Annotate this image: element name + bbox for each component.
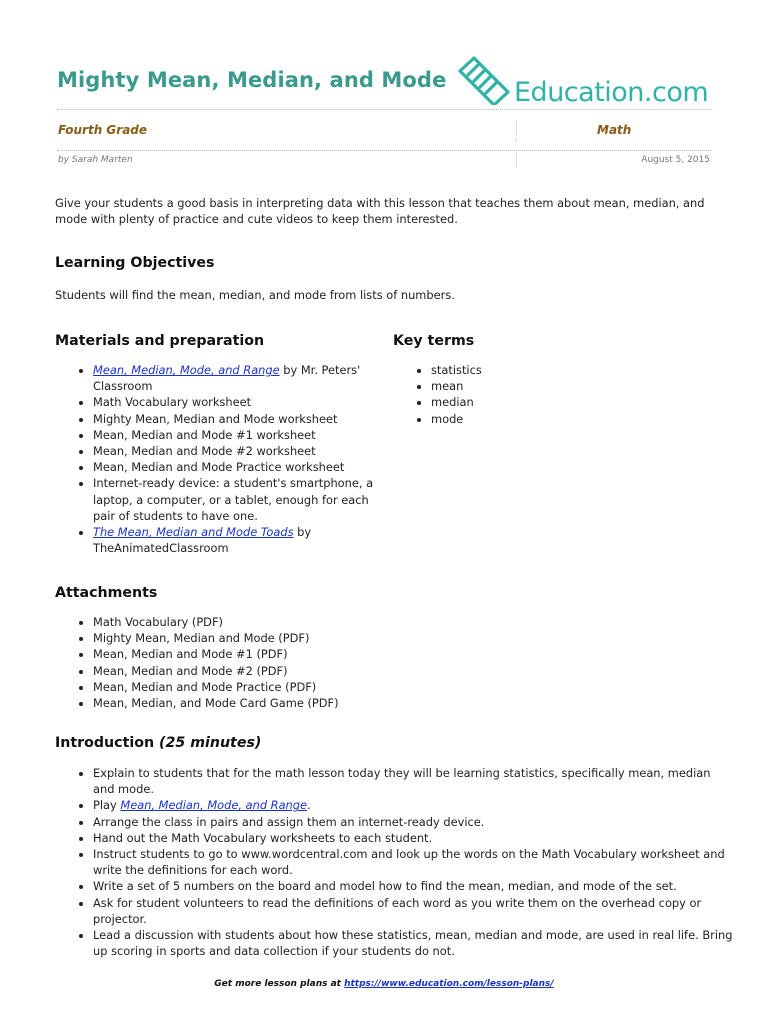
attachments-heading: Attachments bbox=[55, 585, 158, 601]
attachments-list bbox=[55, 614, 593, 711]
materials-list bbox=[55, 362, 375, 556]
list-item: • Hand out the Math Vocabulary worksheets to each student. bbox=[93, 830, 733, 846]
header-divider bbox=[57, 109, 711, 110]
list-item: • Math Vocabulary worksheet bbox=[93, 394, 375, 410]
author-label: by Sarah Marten bbox=[58, 155, 133, 165]
list-item: • mean bbox=[431, 378, 631, 394]
column-divider bbox=[516, 120, 517, 142]
list-item: • Lead a discussion with students about how these statistics, mean, median and mode, are used in real life. Bring up scoring in sports and data collection if your students do not. bbox=[93, 927, 733, 959]
page-title: Mighty Mean, Median, and Mode bbox=[57, 68, 447, 92]
introduction-heading: Introduction (25 minutes) bbox=[55, 735, 262, 751]
attachment-item[interactable]: • Mean, Median and Mode #1 (PDF) bbox=[93, 646, 593, 662]
list-item: • Arrange the class in pairs and assign them an internet-ready device. bbox=[93, 814, 733, 830]
list-item: • statistics bbox=[431, 362, 631, 378]
attachment-item[interactable]: • Mean, Median and Mode Practice (PDF) bbox=[93, 679, 593, 695]
education-logo[interactable] bbox=[456, 55, 716, 115]
subject-label: Math bbox=[597, 123, 632, 137]
attachment-item[interactable]: • Mean, Median, and Mode Card Game (PDF) bbox=[93, 695, 593, 711]
materials-link-mean-median-mode-toads[interactable]: The Mean, Median and Mode Toads bbox=[93, 525, 294, 540]
attachment-item[interactable]: • Mighty Mean, Median and Mode (PDF) bbox=[93, 630, 593, 646]
list-item: • Internet-ready device: a student's smartphone, a laptop, a computer, or a tablet, enough for each pair of students to have one. bbox=[93, 475, 375, 524]
attachment-item[interactable]: • Mean, Median and Mode #2 (PDF) bbox=[93, 663, 593, 679]
list-item: • Ask for student volunteers to read the definitions of each word as you write them on the overhead copy or projector. bbox=[93, 895, 733, 927]
key-terms-list bbox=[393, 362, 631, 427]
pencil-logo-icon bbox=[456, 55, 512, 105]
introduction-list bbox=[55, 765, 733, 959]
attachment-item[interactable]: • Math Vocabulary (PDF) bbox=[93, 614, 593, 630]
footer-text: Get more lesson plans at bbox=[214, 979, 345, 989]
footer bbox=[0, 979, 768, 989]
list-item: • Mean, Median and Mode Practice worksheet bbox=[93, 459, 375, 475]
meta-divider bbox=[57, 150, 711, 151]
list-item: • Write a set of 5 numbers on the board and model how to find the mean, median, and mode of the set. bbox=[93, 878, 733, 894]
intro-paragraph: Give your students a good basis in interpreting data with this lesson that teaches them about mean, median, and mode with plenty of practice and cute videos to keep them interested. bbox=[55, 196, 705, 227]
list-item: • Instruct students to go to www.wordcentral.com and look up the words on the Math Vocabulary worksheet and write the definitions for each word. bbox=[93, 846, 733, 878]
date-label: August 5, 2015 bbox=[641, 155, 710, 165]
key-terms-heading: Key terms bbox=[393, 333, 475, 349]
list-item: • Mean, Median, Mode, and Range by Mr. Peters' Classroom bbox=[93, 362, 375, 394]
footer-lesson-plans-link[interactable]: https://www.education.com/lesson-plans/ bbox=[344, 979, 554, 989]
materials-heading: Materials and preparation bbox=[55, 333, 265, 349]
learning-objectives-text: Students will find the mean, median, and mode from lists of numbers. bbox=[55, 288, 455, 302]
list-item: • Mean, Median and Mode #1 worksheet bbox=[93, 427, 375, 443]
introduction-play-link[interactable]: Mean, Median, Mode, and Range bbox=[120, 798, 308, 813]
list-item: • mode bbox=[431, 411, 631, 427]
list-item: • Play Mean, Median, Mode, and Range. bbox=[93, 797, 733, 813]
logo-text: Education.com bbox=[514, 77, 709, 108]
list-item: • median bbox=[431, 394, 631, 410]
list-item: • Mean, Median and Mode #2 worksheet bbox=[93, 443, 375, 459]
learning-objectives-heading: Learning Objectives bbox=[55, 255, 215, 271]
materials-link-mean-median-mode-range[interactable]: Mean, Median, Mode, and Range bbox=[93, 363, 280, 377]
list-item: • Explain to students that for the math lesson today they will be learning statistics, specifically mean, median and mode. bbox=[93, 765, 733, 797]
grade-label: Fourth Grade bbox=[58, 123, 148, 137]
list-item: • The Mean, Median and Mode Toads by TheAnimatedClassroom bbox=[93, 524, 375, 556]
list-item: • Mighty Mean, Median and Mode worksheet bbox=[93, 411, 375, 427]
introduction-duration: (25 minutes) bbox=[159, 735, 262, 751]
column-divider bbox=[516, 152, 517, 168]
